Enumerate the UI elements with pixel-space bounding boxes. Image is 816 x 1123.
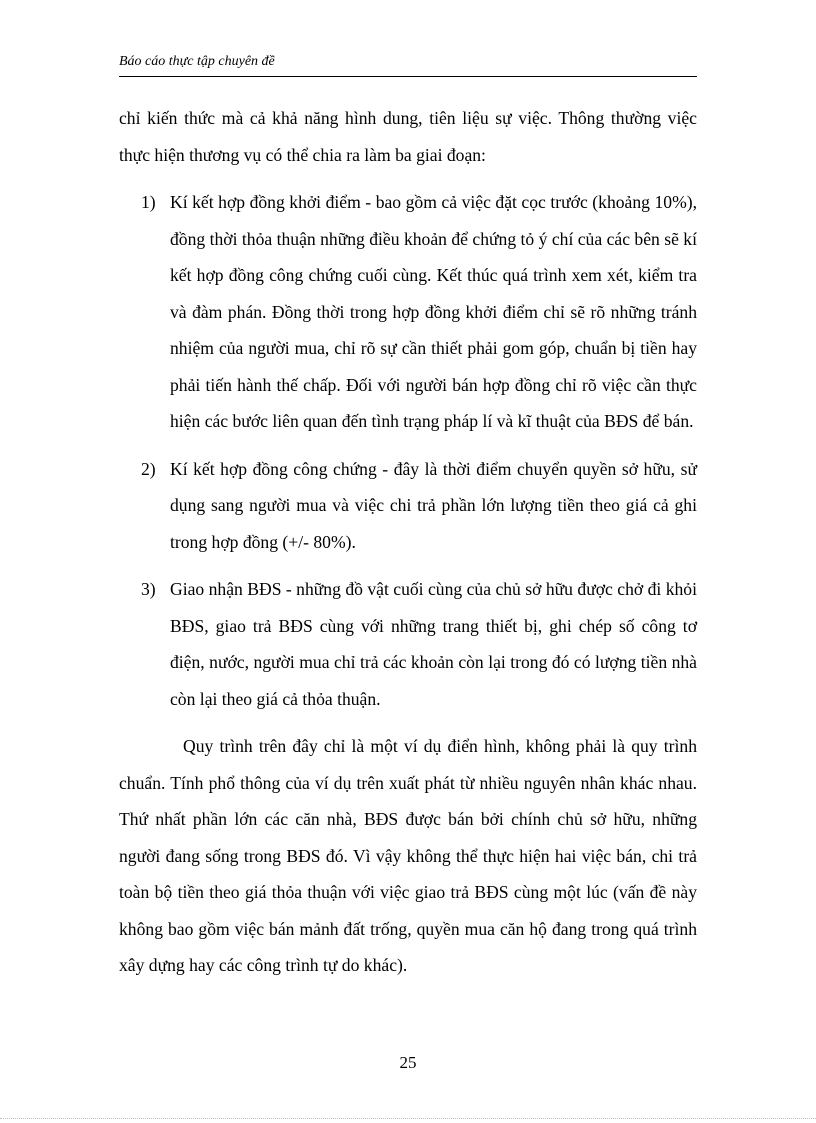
list-item-number: 3)	[141, 579, 156, 599]
document-body	[119, 100, 697, 984]
list-item	[119, 184, 697, 440]
page-number: 25	[399, 1053, 417, 1072]
list-item-number: 1)	[141, 192, 156, 212]
header-title: Báo cáo thực tập chuyên đề	[119, 54, 275, 69]
list-item-text: Kí kết hợp đồng khởi điểm - bao gồm cả việc đặt cọc trước (khoảng 10%), đồng thời thỏa thuận những điều khoản để chứng tỏ ý chí của các bên sẽ kí kết hợp đồng công chứng cuối cùng. Kết thúc quá trình xem xét, kiểm tra và đàm phán. Đồng thời trong hợp đồng khởi điểm chỉ sẽ rõ những tránh nhiệm của người mua, chỉ rõ sự cần thiết phải gom góp, chuẩn bị tiền hay phải tiến hành thế chấp. Đối với người bán hợp đồng chỉ rõ việc cần thực hiện các bước liên quan đến tình trạng pháp lí và kĩ thuật của BĐS để bán.	[170, 192, 697, 431]
header-rule	[119, 76, 697, 77]
list-item-number: 2)	[141, 458, 156, 479]
page-header	[119, 52, 697, 78]
list-item-text: Giao nhận BĐS - những đồ vật cuối cùng của chủ sở hữu được chở đi khỏi BĐS, giao trả BĐS cùng với những trang thiết bị, ghi chép số công tơ điện, nước, người mua chỉ trả các khoản còn lại trong đó có lượng tiền nhà còn lại theo giá cả thỏa thuận.	[170, 579, 697, 709]
page-bottom-border	[0, 1118, 816, 1119]
list-item	[119, 451, 697, 561]
closing-paragraph: Quy trình trên đây chỉ là một ví dụ điển hình, không phải là quy trình chuẩn. Tính phổ thông của ví dụ trên xuất phát từ nhiều nguyên nhân khác nhau. Thứ nhất phần lớn các căn nhà, BĐS được bán bởi chính chủ sở hữu, những người đang sống trong BĐS đó. Vì vậy không thể thực hiện hai việc bán, chi trả toàn bộ tiền theo giá thỏa thuận với việc giao trả BĐS cùng một lúc (vấn đề này không bao gồm việc bán mảnh đất trống, quyền mua căn hộ đang trong quá trình xây dựng hay các công trình tự do khác).	[119, 736, 697, 975]
list-item	[119, 571, 697, 717]
intro-paragraph: chỉ kiến thức mà cả khả năng hình dung, tiên liệu sự việc. Thông thường việc thực hiện thương vụ có thể chia ra làm ba giai đoạn:	[119, 108, 697, 165]
list-item-text: Kí kết hợp đồng công chứng - đây là thời điểm chuyển quyền sở hữu, sử dụng sang người mua và việc chi trả phần lớn lượng tiền theo giá cả ghi trong hợp đồng (+/- 80%).	[170, 458, 697, 552]
stage-list	[119, 184, 697, 717]
